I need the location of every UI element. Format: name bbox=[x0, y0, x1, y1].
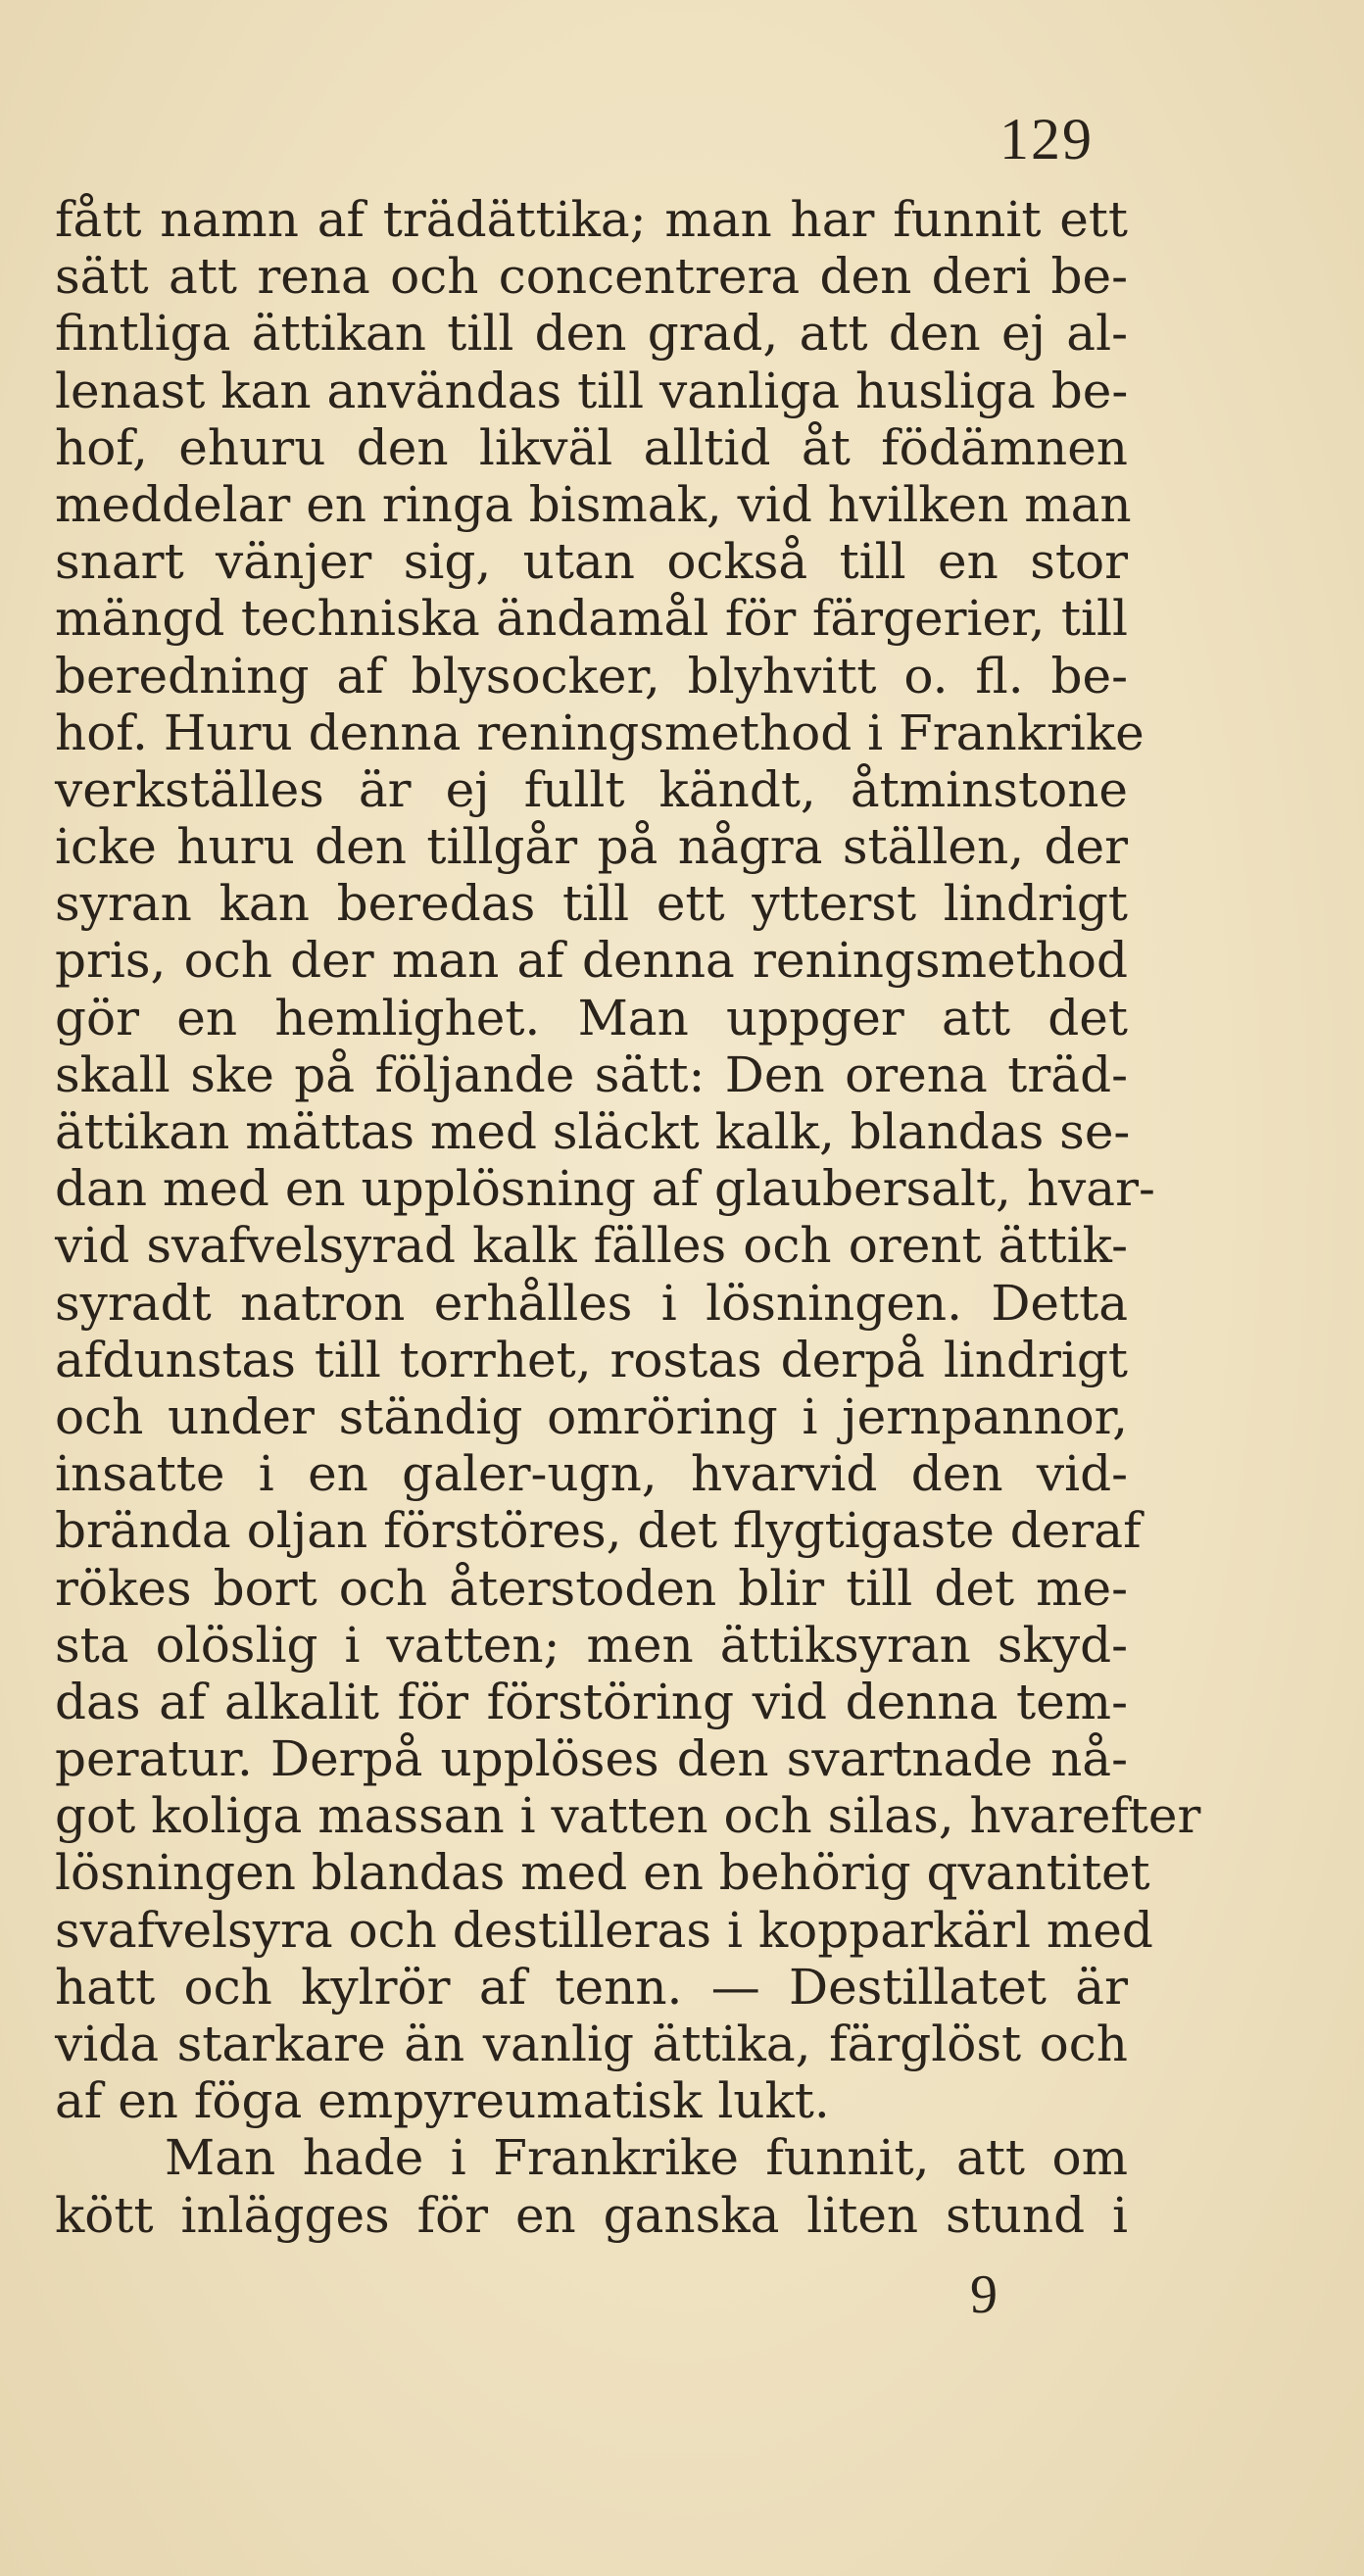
text-line: sätt att rena och concentrera den deri be- bbox=[55, 248, 1128, 306]
text-line: gör en hemlighet. Man uppger att det bbox=[55, 989, 1128, 1046]
text-line: skall ske på följande sätt: Den orena träd- bbox=[55, 1045, 1128, 1103]
text-line: icke huru den tillgår på några ställen, der bbox=[55, 818, 1128, 876]
text-line: rökes bort och återstoden blir till det me- bbox=[55, 1559, 1128, 1617]
text-line: ättikan mättas med släckt kalk, blandas se- bbox=[55, 1103, 1131, 1160]
text-line: das af alkalit för förstöring vid denna tem- bbox=[55, 1673, 1128, 1730]
page-number: 129 bbox=[999, 107, 1094, 171]
text-line: sta olöslig i vatten; men ättiksyran skyd- bbox=[55, 1616, 1128, 1674]
text-line: hof. Huru denna reningsmethod i Frankrike bbox=[55, 704, 1145, 761]
text-line: kött inlägges för en ganska liten stund i bbox=[55, 2186, 1128, 2244]
text-line: svafvelsyra och destilleras i kopparkärl med bbox=[55, 1901, 1153, 1959]
text-line: syradt natron erhålles i lösningen. Detta bbox=[55, 1274, 1128, 1332]
text-line: pris, och der man af denna reningsmethod bbox=[55, 932, 1128, 990]
text-line: hatt och kylrör af tenn. — Destillatet är bbox=[55, 1958, 1128, 2016]
text-line: af en föga empyreumatisk lukt. bbox=[55, 2072, 830, 2130]
paragraph-start-line: Man hade i Frankrike funnit, att om bbox=[165, 2129, 1128, 2187]
text-line: lenast kan användas till vanliga husliga be- bbox=[55, 362, 1129, 419]
text-line: mängd techniska ändamål för färgerier, till bbox=[55, 590, 1128, 648]
text-line: dan med en upplösning af glaubersalt, hvar- bbox=[55, 1160, 1155, 1218]
text-line: insatte i en galer-ugn, hvarvid den vid- bbox=[55, 1445, 1128, 1503]
signature-mark: 9 bbox=[970, 2264, 998, 2325]
text-line: afdunstas till torrhet, rostas derpå lindrigt bbox=[55, 1331, 1128, 1388]
text-line: fått namn af trädättika; man har funnit ett bbox=[55, 191, 1128, 248]
text-line: peratur. Derpå upplöses den svartnade nå- bbox=[55, 1730, 1128, 1788]
text-line: vid svafvelsyrad kalk fälles och orent ättik- bbox=[55, 1217, 1128, 1275]
text-line: hof, ehuru den likväl alltid åt födämnen bbox=[55, 418, 1128, 476]
text-line: brända oljan förstöres, det flygtigaste deraf bbox=[55, 1502, 1142, 1560]
text-line: meddelar en ringa bismak, vid hvilken man bbox=[55, 475, 1132, 533]
text-line: vida starkare än vanlig ättika, färglöst och bbox=[55, 2016, 1128, 2072]
body-text bbox=[55, 191, 1201, 2244]
text-line: got koliga massan i vatten och silas, hvarefter bbox=[55, 1787, 1201, 1845]
text-line: fintliga ättikan till den grad, att den ej al- bbox=[55, 305, 1128, 363]
text-line: och under ständig omröring i jernpannor, bbox=[55, 1387, 1128, 1445]
text-line: verkställes är ej fullt kändt, åtminstone bbox=[55, 760, 1128, 818]
text-line: snart vänjer sig, utan också till en stor bbox=[55, 533, 1128, 591]
text-line: beredning af blysocker, blyhvitt o. fl. be- bbox=[55, 647, 1128, 705]
text-line: lösningen blandas med en behörig qvantitet bbox=[55, 1844, 1150, 1902]
text-line: syran kan beredas till ett ytterst lindrigt bbox=[55, 875, 1128, 933]
